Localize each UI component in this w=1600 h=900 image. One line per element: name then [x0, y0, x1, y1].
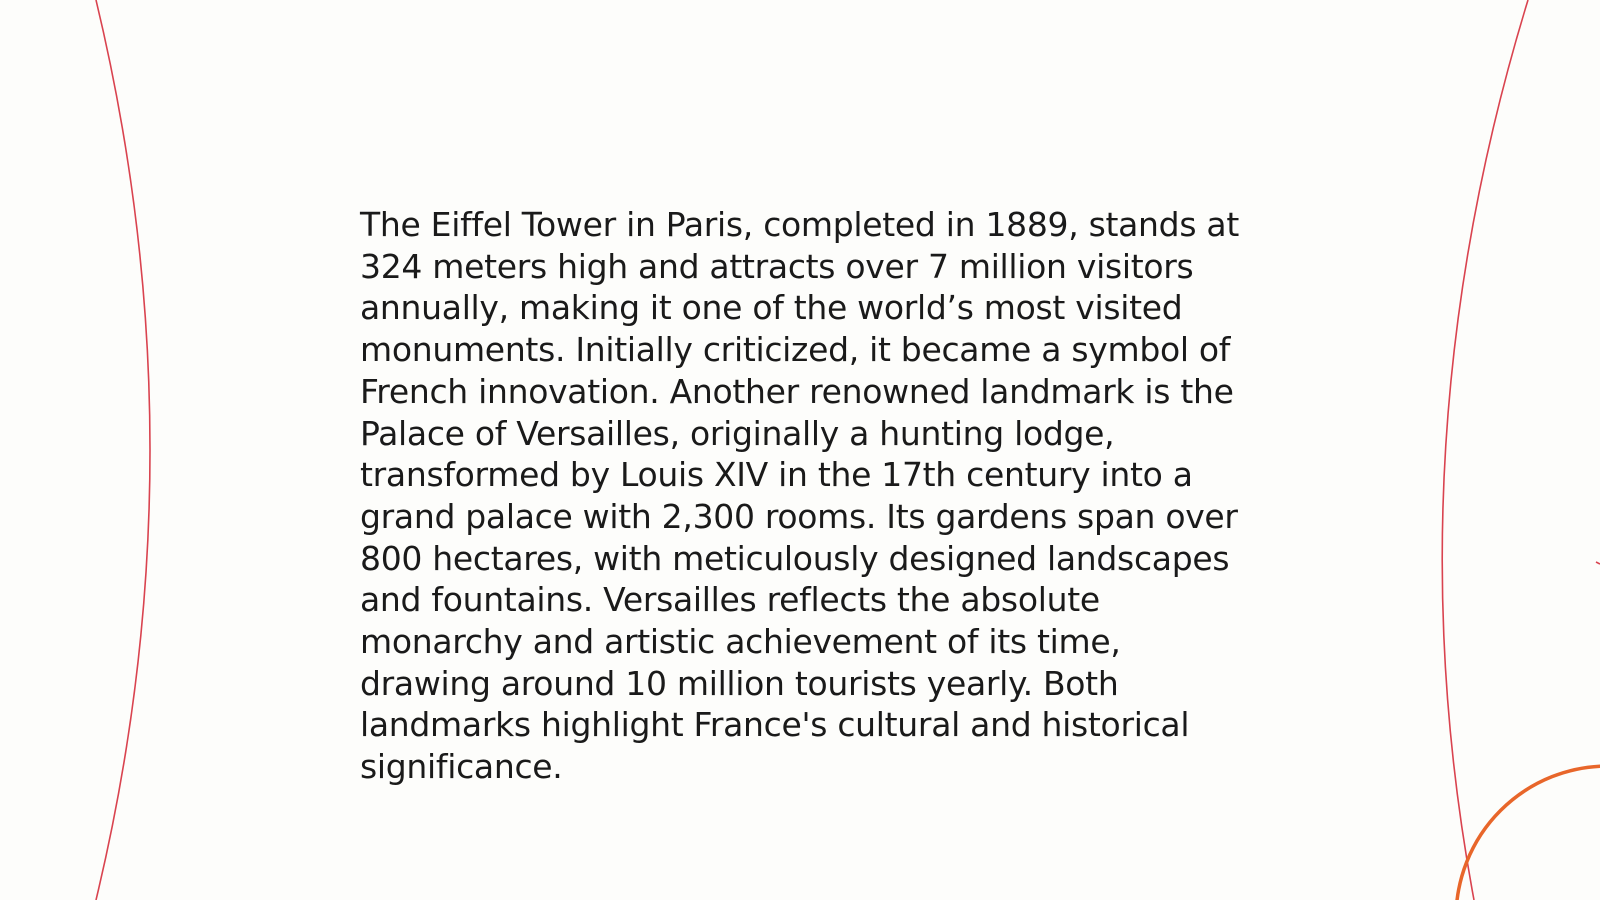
paragraph-line: French innovation. Another renowned landmark is the — [360, 371, 1234, 411]
paragraph-line: transformed by Louis XIV in the 17th century into a — [360, 455, 1193, 495]
paragraph-line: 324 meters high and attracts over 7 million visitors — [360, 246, 1194, 286]
paragraph-line: grand palace with 2,300 rooms. Its gardens span over — [360, 496, 1238, 536]
paragraph-line: landmarks highlight France's cultural and historical — [360, 705, 1190, 745]
body-paragraph — [360, 204, 1260, 788]
paragraph-line: annually, making it one of the world’s most visited — [360, 288, 1183, 328]
paragraph-line: monarchy and artistic achievement of its time, — [360, 622, 1121, 662]
paragraph-line: drawing around 10 million tourists yearly. Both — [360, 663, 1119, 703]
paragraph-line: 800 hectares, with meticulously designed landscapes — [360, 538, 1230, 578]
paragraph-line: and fountains. Versailles reflects the absolute — [360, 580, 1100, 620]
paragraph-line: monuments. Initially criticized, it became a symbol of — [360, 330, 1231, 370]
right-edge-tick — [1596, 562, 1600, 564]
paragraph-line: Palace of Versailles, originally a hunting lodge, — [360, 413, 1115, 453]
accent-arc — [1456, 766, 1600, 900]
paragraph-line: significance. — [360, 747, 563, 787]
paragraph-line: The Eiffel Tower in Paris, completed in 1889, stands at — [360, 205, 1239, 244]
left-curve-line — [96, 0, 150, 900]
right-curve-line — [1442, 0, 1528, 900]
